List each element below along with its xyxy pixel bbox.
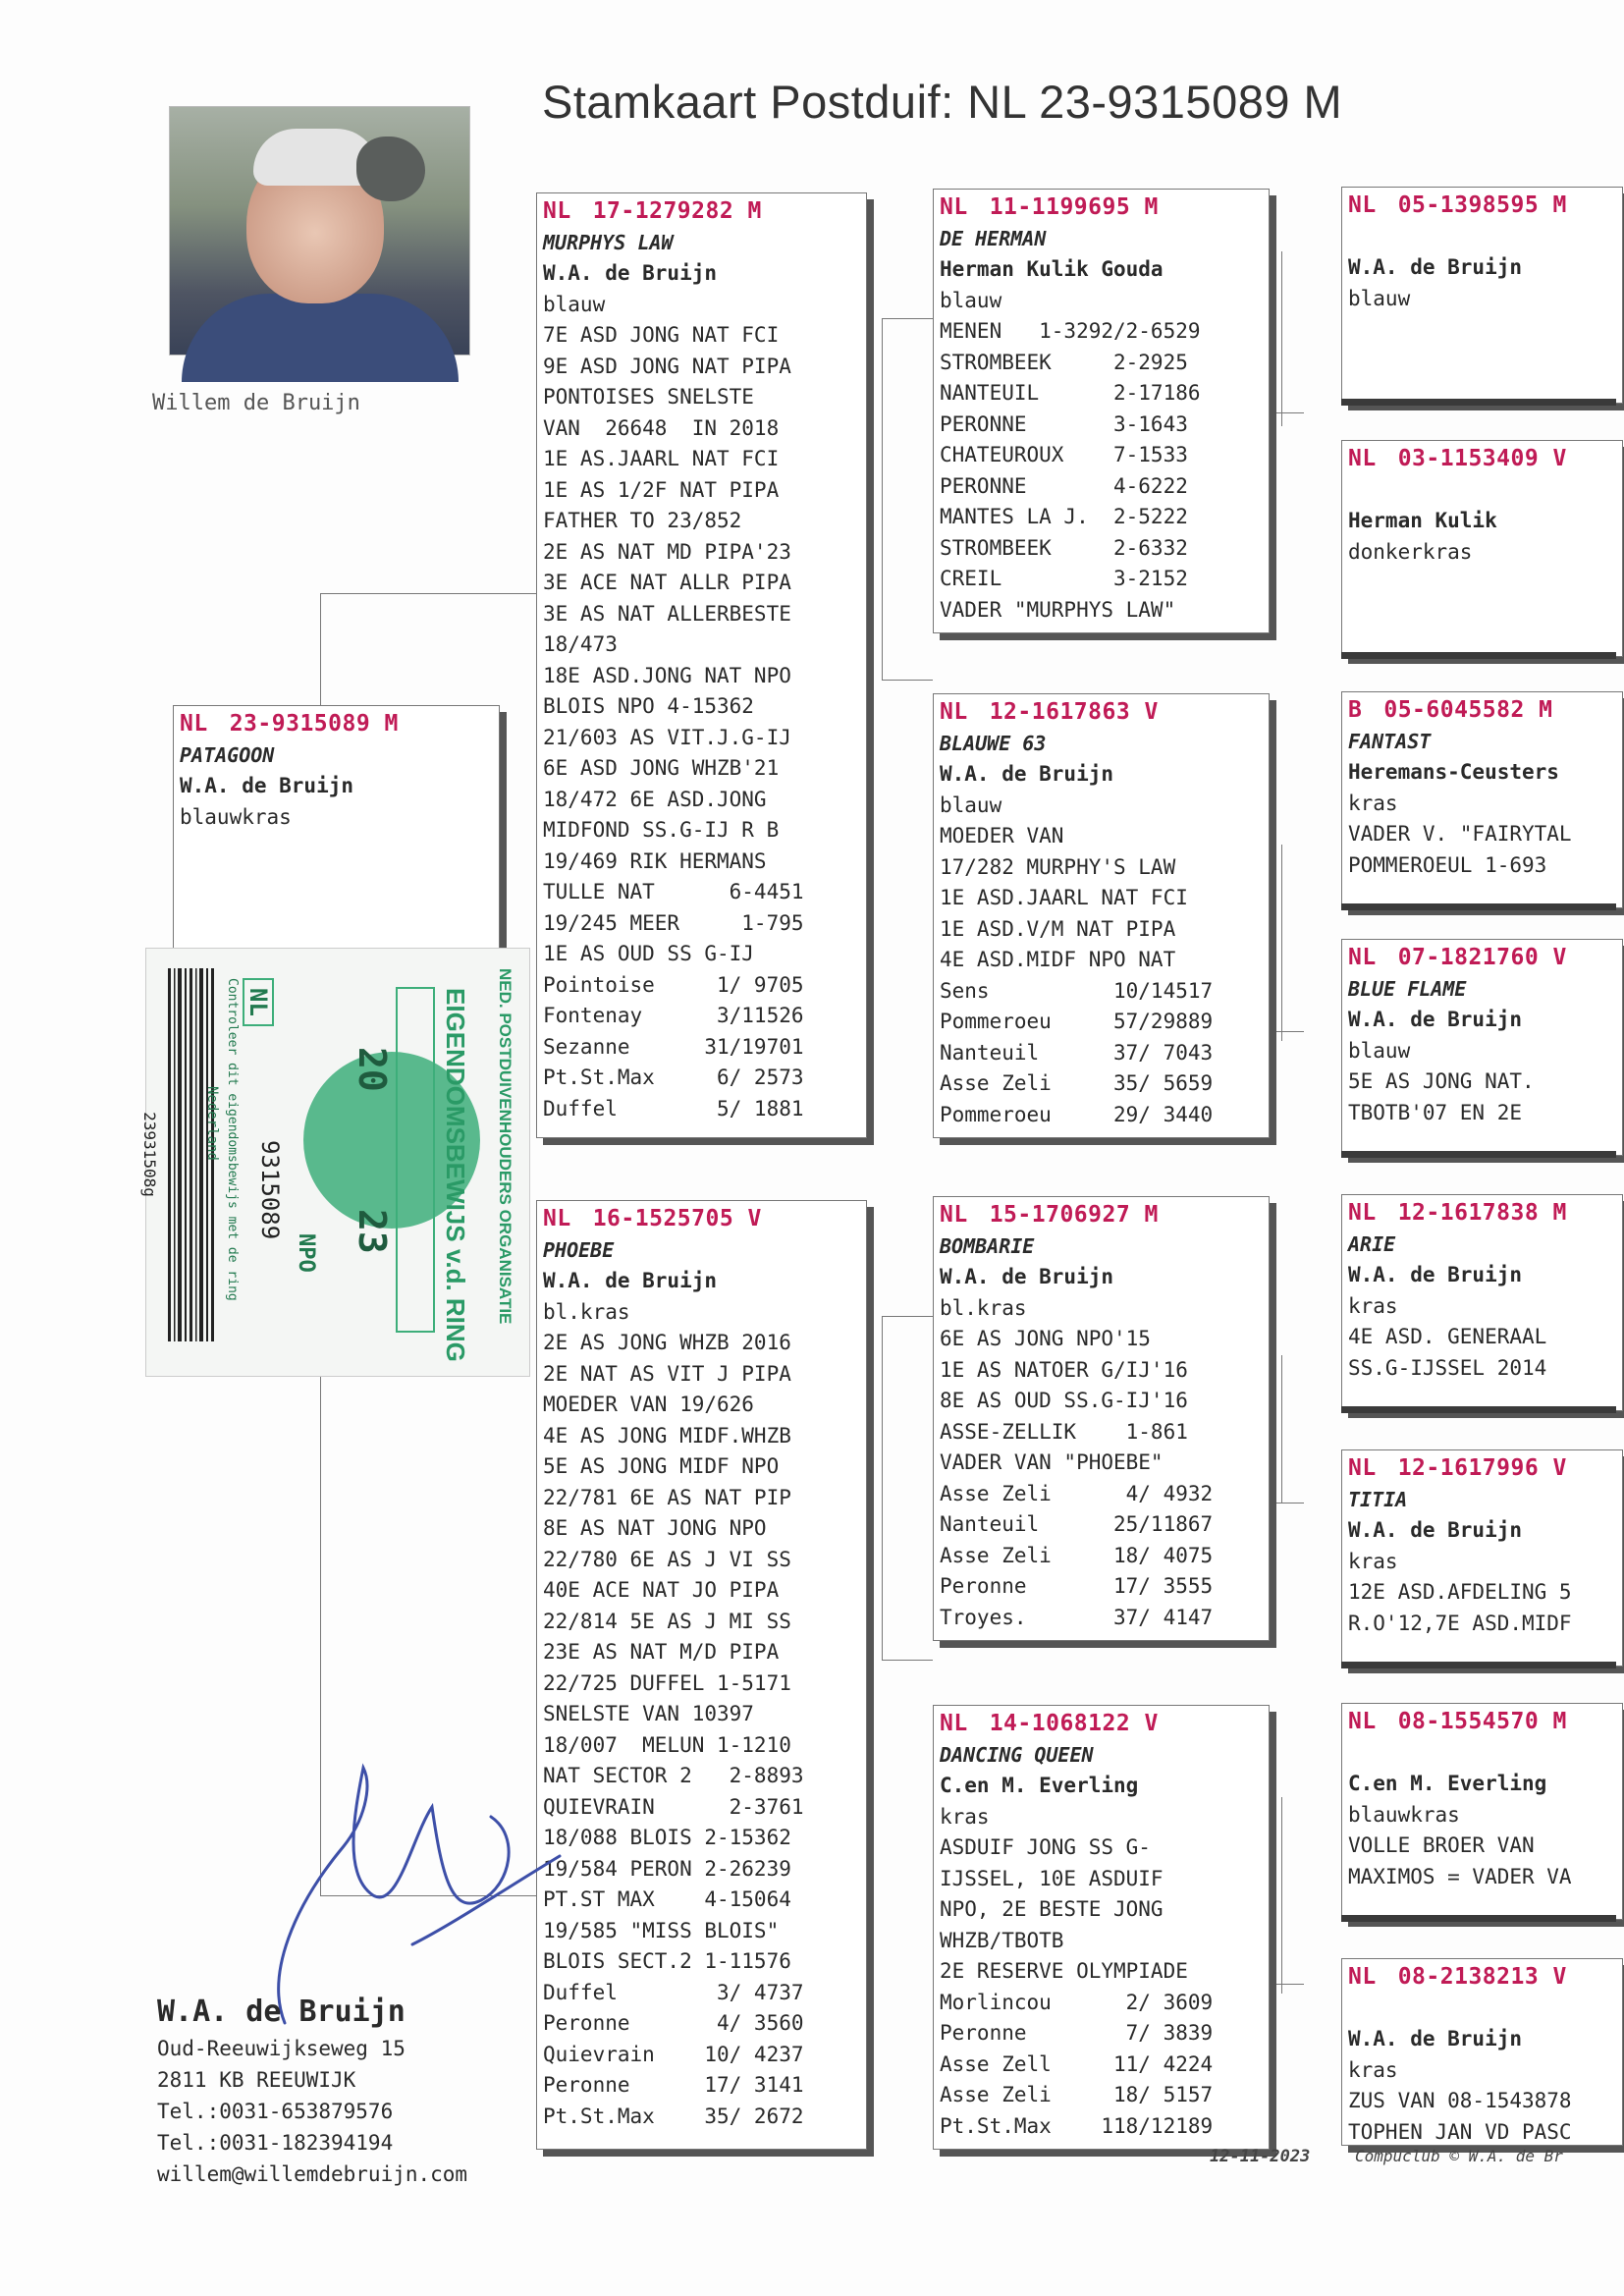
pigeon-name: PHOEBE — [543, 1237, 615, 1262]
ggp-mff-card — [1341, 1194, 1623, 1411]
ggp-mfm-card — [1341, 1449, 1623, 1667]
breeder-name: W.A. de Bruijn — [180, 774, 354, 797]
ggp-fmm-card — [1341, 939, 1623, 1156]
breeder-name: Heremans-Ceusters — [1348, 760, 1559, 784]
performance-line: 18E ASD.JONG NAT NPO — [543, 663, 791, 687]
color: bl.kras — [940, 1295, 1027, 1320]
box-bottom-bar — [1341, 1915, 1616, 1922]
performance-line: 18/473 — [543, 632, 618, 656]
performance-line: CHATEUROUX 7-1533 — [940, 443, 1188, 466]
performance-line: TULLE NAT 6-4451 — [543, 880, 804, 903]
performance-line: 2E AS JONG WHZB 2016 — [543, 1331, 791, 1354]
connector-line — [320, 593, 321, 709]
connector-line — [1267, 412, 1304, 413]
owner-email: willem@willemdebruijn.com — [157, 2162, 468, 2186]
country-code: NL — [1348, 446, 1377, 471]
performance-line: Duffel 3/ 4737 — [543, 1980, 804, 2004]
color: kras — [940, 1804, 990, 1829]
country-code: NL — [180, 711, 208, 737]
ring-number: 08-1554570 M — [1397, 1709, 1567, 1734]
performance-line: BLOIS SECT.2 1-11576 — [543, 1949, 791, 1973]
page-title: Stamkaart Postduif: NL 23-9315089 M — [542, 76, 1343, 128]
owner-photo — [169, 106, 470, 355]
performance-line: Peronne 7/ 3839 — [940, 2021, 1214, 2045]
country-code: B — [1348, 697, 1363, 723]
performance-line: TOPHEN JAN VD PASC — [1348, 2119, 1572, 2144]
performance-line: 22/814 5E AS J MI SS — [543, 1609, 791, 1633]
breeder-name: W.A. de Bruijn — [543, 1269, 718, 1292]
ring-card-number: 9315089 — [256, 1140, 284, 1240]
owner-phone-2: Tel.:0031-182394194 — [157, 2131, 394, 2155]
country-code: NL — [1348, 1709, 1377, 1734]
performance-line: 1E AS 1/2F NAT PIPA — [543, 477, 780, 502]
side-text-nederland: Nederland — [204, 1086, 220, 1161]
performance-line: QUIEVRAIN 2-3761 — [543, 1794, 804, 1819]
color: blauw — [543, 292, 606, 316]
performance-line: SS.G-IJSSEL 2014 — [1348, 1355, 1547, 1380]
performance-line: Asse Zeli 18/ 4075 — [940, 1543, 1214, 1567]
performance-line: 21/603 AS VIT.J.G-IJ — [543, 725, 791, 749]
box-bottom-bar — [1341, 1662, 1616, 1668]
performance-line: 18/007 MELUN 1-1210 — [543, 1732, 791, 1757]
country-code: NL — [940, 1202, 968, 1228]
color: bl.kras — [543, 1299, 630, 1324]
performance-line: Asse Zeli 35/ 5659 — [940, 1071, 1214, 1095]
connector-line — [1267, 1031, 1304, 1032]
performance-line: Morlincou 2/ 3609 — [940, 1990, 1214, 2014]
performance-line: PERONNE 4-6222 — [940, 473, 1188, 498]
ggp-mmm-card — [1341, 1958, 1623, 2146]
ring-card-title: EIGENDOMSBEWIJS v.d. RING — [441, 988, 470, 1362]
performance-line: IJSSEL, 10E ASDUIF — [940, 1866, 1164, 1890]
performance-line: Peronne 17/ 3141 — [543, 2073, 804, 2097]
ggp-fff-card — [1341, 187, 1623, 404]
color: kras — [1348, 1293, 1398, 1318]
connector-line — [1281, 251, 1282, 426]
connector-line — [882, 318, 883, 680]
color: blauw — [940, 793, 1002, 817]
performance-line: MENEN 1-3292/2-6529 — [940, 319, 1201, 343]
color: blauw — [940, 288, 1002, 312]
performance-line: Sens 10/14517 — [940, 978, 1214, 1003]
ring-number: 11-1199695 M — [989, 194, 1159, 220]
performance-line: 2E NAT AS VIT J PIPA — [543, 1361, 791, 1386]
performance-line: ZUS VAN 08-1543878 — [1348, 2089, 1572, 2112]
performance-line: Pt.St.Max 118/12189 — [940, 2113, 1214, 2138]
maternal-grandmother-card — [933, 1705, 1270, 2150]
performance-line: 6E AS JONG NPO'15 — [940, 1327, 1151, 1350]
performance-line: STROMBEEK 2-2925 — [940, 350, 1188, 374]
ggp-mmf-card — [1341, 1703, 1623, 1920]
owner-contact-block — [157, 1992, 467, 2190]
performance-line: BLOIS NPO 4-15362 — [543, 694, 754, 718]
pigeon-name: TITIA — [1348, 1487, 1408, 1511]
ring-number: 12-1617996 V — [1397, 1455, 1567, 1481]
performance-line: 2E RESERVE OLYMPIADE — [940, 1959, 1188, 1983]
performance-line: MANTES LA J. 2-5222 — [940, 505, 1188, 528]
performance-line: Pt.St.Max 6/ 2573 — [543, 1066, 804, 1089]
performance-line: Nanteuil 37/ 7043 — [940, 1040, 1214, 1065]
breeder-name: W.A. de Bruijn — [1348, 1008, 1523, 1031]
breeder-name: W.A. de Bruijn — [940, 762, 1114, 786]
ring-number: 23-9315089 M — [229, 711, 399, 737]
performance-line: 6E ASD JONG WHZB'21 — [543, 756, 780, 780]
performance-line: MAXIMOS = VADER VA — [1348, 1864, 1572, 1888]
color: kras — [1348, 791, 1398, 815]
performance-line: 1E AS.JAARL NAT FCI — [543, 447, 780, 470]
performance-line: Fontenay 3/11526 — [543, 1004, 804, 1027]
performance-line: 1E ASD.V/M NAT PIPA — [940, 916, 1176, 941]
connector-line — [1281, 845, 1282, 1041]
performance-line: POMMEROEUL 1-693 — [1348, 852, 1547, 877]
performance-line: PT.ST MAX 4-15064 — [543, 1887, 791, 1911]
breeder-name: W.A. de Bruijn — [1348, 255, 1523, 279]
pigeon-name: DANCING QUEEN — [940, 1742, 1094, 1767]
breeder-name: Herman Kulik — [1348, 509, 1497, 532]
country-code: NL — [940, 699, 968, 725]
ring-ownership-card — [139, 948, 530, 1377]
connector-line — [1281, 1797, 1282, 1994]
pigeon-name: FANTAST — [1348, 729, 1432, 753]
performance-line: Nanteuil 25/11867 — [940, 1512, 1214, 1536]
performance-line: MOEDER VAN 19/626 — [543, 1393, 754, 1416]
software-credit: Compuclub © W.A. de Br — [1355, 2147, 1563, 2165]
performance-line: MIDFOND SS.G-IJ R B — [543, 818, 780, 842]
performance-line: WHZB/TBOTB — [940, 1928, 1064, 1952]
paternal-grandmother-card — [933, 693, 1270, 1138]
performance-line: 22/780 6E AS J VI SS — [543, 1547, 791, 1571]
color: blauwkras — [1348, 1802, 1460, 1827]
color: blauw — [1348, 286, 1411, 310]
performance-line: PONTOISES SNELSTE — [543, 385, 754, 409]
barcode-number: 23931508g — [139, 1112, 159, 1197]
performance-line: STROMBEEK 2-6332 — [940, 535, 1188, 560]
breeder-name: Herman Kulik Gouda — [940, 257, 1164, 281]
mother-card — [536, 1200, 867, 2150]
performance-line: 18/472 6E ASD.JONG — [543, 787, 767, 811]
performance-line: 17/282 MURPHY'S LAW — [940, 854, 1176, 879]
photo-caption: Willem de Bruijn — [152, 391, 360, 415]
performance-line: TBOTB'07 EN 2E — [1348, 1100, 1523, 1124]
performance-line: Pointoise 1/ 9705 — [543, 972, 804, 997]
ring-number: 03-1153409 V — [1397, 446, 1567, 471]
connector-line — [882, 1660, 933, 1661]
connector-line — [1281, 1355, 1282, 1503]
performance-line: 5E AS JONG MIDF NPO — [543, 1454, 780, 1478]
performance-line: 5E AS JONG NAT. — [1348, 1069, 1535, 1093]
performance-line: 8E AS OUD SS.G-IJ'16 — [940, 1389, 1188, 1412]
performance-line: 19/469 RIK HERMANS — [543, 848, 767, 873]
performance-line: 4E ASD.MIDF NPO NAT — [940, 948, 1176, 971]
country-code: NL — [543, 198, 571, 224]
ring-card-org: NED. POSTDUIVENHOUDERS ORGANISATIE — [496, 968, 514, 1325]
box-bottom-bar — [1341, 652, 1616, 659]
performance-line: 8E AS NAT JONG NPO — [543, 1516, 767, 1540]
owner-phone-1: Tel.:0031-653879576 — [157, 2100, 394, 2123]
subject-pigeon-card — [173, 705, 500, 983]
performance-line: PERONNE 3-1643 — [940, 411, 1188, 436]
performance-line: 12E ASD.AFDELING 5 — [1348, 1580, 1572, 1604]
performance-line: 1E ASD.JAARL NAT FCI — [940, 886, 1188, 909]
performance-line: NAT SECTOR 2 2-8893 — [543, 1764, 804, 1787]
ring-number: 12-1617838 M — [1397, 1200, 1567, 1226]
ring-number: 05-1398595 M — [1397, 192, 1567, 218]
pigeon-name: PATAGOON — [180, 742, 275, 767]
performance-line: 4E AS JONG MIDF.WHZB — [543, 1423, 791, 1448]
pigeon-name: ARIE — [1348, 1231, 1396, 1256]
performance-line: 18/088 BLOIS 2-15362 — [543, 1826, 791, 1849]
pigeon-name: DE HERMAN — [940, 226, 1047, 250]
country-code: NL — [940, 194, 968, 220]
color: blauw — [1348, 1038, 1411, 1063]
performance-line: Asse Zeli 18/ 5157 — [940, 2083, 1214, 2106]
performance-line: Troyes. 37/ 4147 — [940, 1605, 1214, 1629]
ggp-fmf-card — [1341, 691, 1623, 908]
performance-line: FATHER TO 23/852 — [543, 509, 742, 532]
connector-line — [882, 680, 933, 681]
performance-line: VADER "MURPHYS LAW" — [940, 597, 1176, 622]
performance-line: 22/781 6E AS NAT PIP — [543, 1485, 791, 1509]
box-bottom-bar — [1341, 1406, 1616, 1413]
father-card — [536, 192, 867, 1138]
connector-line — [1267, 1984, 1304, 1985]
performance-line: 19/584 PERON 2-26239 — [543, 1856, 791, 1881]
side-text-controleer: Controleer dit eigendomsbewijs met de ring — [225, 978, 240, 1301]
performance-line: NPO, 2E BESTE JONG — [940, 1897, 1164, 1921]
performance-line: Peronne 17/ 3555 — [940, 1574, 1214, 1598]
performance-line: Pommeroeu 57/29889 — [940, 1010, 1214, 1033]
performance-line: 3E ACE NAT ALLR PIPA — [543, 571, 791, 594]
color: kras — [1348, 2057, 1398, 2082]
color: blauwkras — [180, 804, 292, 829]
performance-line: R.O'12,7E ASD.MIDF — [1348, 1611, 1572, 1635]
owner-name: W.A. de Bruijn — [157, 1995, 406, 2029]
performance-line: 19/585 "MISS BLOIS" — [543, 1918, 780, 1942]
ring-number: 16-1525705 V — [592, 1206, 762, 1231]
print-date: 12-11-2023 — [1210, 2147, 1311, 2166]
ring-card-graphic — [146, 949, 529, 1376]
performance-line: 1E AS OUD SS G-IJ — [543, 942, 754, 965]
year-right: 23 — [351, 1209, 394, 1254]
pigeon-name: BLAUWE 63 — [940, 731, 1047, 755]
performance-line: 4E ASD. GENERAAL — [1348, 1325, 1547, 1348]
pigeon-name: BOMBARIE — [940, 1233, 1035, 1258]
country-box: NL — [243, 978, 274, 1026]
country-code: NL — [543, 1206, 571, 1231]
performance-line: Quievrain 10/ 4237 — [543, 2042, 804, 2066]
performance-line: 1E AS NATOER G/IJ'16 — [940, 1357, 1188, 1382]
npo-logo-text: NPO — [294, 1233, 318, 1273]
pigeon-name: BLUE FLAME — [1348, 976, 1467, 1001]
color: donkerkras — [1348, 539, 1473, 564]
ring-number: 12-1617863 V — [989, 699, 1159, 725]
breeder-name: W.A. de Bruijn — [1348, 2027, 1523, 2050]
performance-line: 3E AS NAT ALLERBESTE — [543, 601, 791, 626]
performance-lines — [543, 320, 861, 1124]
breeder-name: W.A. de Bruijn — [940, 1265, 1114, 1288]
country-code: NL — [1348, 945, 1377, 970]
year-left: 20 — [351, 1047, 394, 1092]
performance-line: SNELSTE VAN 10397 — [543, 1702, 754, 1725]
box-bottom-bar — [1341, 903, 1616, 910]
ring-number: 08-2138213 V — [1397, 1964, 1567, 1990]
ring-number: 17-1279282 M — [592, 198, 762, 224]
performance-lines — [543, 1328, 861, 2132]
maternal-grandfather-card — [933, 1196, 1270, 1641]
performance-line: VADER V. "FAIRYTAL — [1348, 822, 1572, 846]
breeder-name: W.A. de Bruijn — [1348, 1263, 1523, 1286]
country-code: NL — [1348, 192, 1377, 218]
performance-line: 23E AS NAT M/D PIPA — [543, 1640, 780, 1664]
connector-line — [882, 1316, 933, 1317]
performance-line: Asse Zell 11/ 4224 — [940, 2051, 1214, 2076]
pigeon-name: MURPHYS LAW — [543, 230, 674, 254]
breeder-name: C.en M. Everling — [940, 1774, 1139, 1797]
performance-line: Pommeroeu 29/ 3440 — [940, 1102, 1214, 1126]
performance-line: VADER VAN "PHOEBE" — [940, 1450, 1164, 1474]
performance-line: Duffel 5/ 1881 — [543, 1096, 804, 1121]
connector-line — [882, 318, 933, 319]
performance-line: VAN 26648 IN 2018 — [543, 415, 780, 440]
connector-line — [882, 1316, 883, 1660]
performance-line: 7E ASD JONG NAT FCI — [543, 323, 780, 347]
country-code: NL — [940, 1711, 968, 1736]
breeder-name: W.A. de Bruijn — [543, 261, 718, 285]
performance-line: ASSE-ZELLIK 1-861 — [940, 1419, 1188, 1444]
performance-line: Pt.St.Max 35/ 2672 — [543, 2104, 804, 2128]
breeder-name: W.A. de Bruijn — [1348, 1518, 1523, 1542]
performance-line: MOEDER VAN — [940, 824, 1064, 847]
ring-number: 05-6045582 M — [1383, 697, 1553, 723]
performance-line: 40E ACE NAT JO PIPA — [543, 1578, 780, 1602]
performance-line: CREIL 3-2152 — [940, 567, 1188, 590]
ggp-ffm-card — [1341, 440, 1623, 657]
ring-number: 15-1706927 M — [989, 1202, 1159, 1228]
performance-line: 19/245 MEER 1-795 — [543, 910, 804, 935]
performance-line: VOLLE BROER VAN — [1348, 1833, 1535, 1857]
box-bottom-bar — [1341, 1151, 1616, 1158]
performance-line: Peronne 4/ 3560 — [543, 2011, 804, 2035]
box-bottom-bar — [1341, 399, 1616, 406]
performance-line: ASDUIF JONG SS G- — [940, 1835, 1151, 1859]
performance-line: 2E AS NAT MD PIPA'23 — [543, 539, 791, 564]
owner-address: Oud-Reeuwijkseweg 15 — [157, 2037, 406, 2060]
performance-line: 22/725 DUFFEL 1-5171 — [543, 1670, 791, 1695]
country-code: NL — [1348, 1964, 1377, 1990]
performance-line: Asse Zeli 4/ 4932 — [940, 1481, 1214, 1505]
paternal-grandfather-card — [933, 189, 1270, 633]
ring-number: 14-1068122 V — [989, 1711, 1159, 1736]
country-code: NL — [1348, 1455, 1377, 1481]
performance-line: NANTEUIL 2-17186 — [940, 381, 1201, 405]
performance-line: 9E ASD JONG NAT PIPA — [543, 354, 791, 378]
color: kras — [1348, 1549, 1398, 1573]
country-code: NL — [1348, 1200, 1377, 1226]
connector-line — [320, 593, 536, 594]
owner-city: 2811 KB REEUWIJK — [157, 2068, 356, 2092]
breeder-name: C.en M. Everling — [1348, 1772, 1547, 1795]
ring-number: 07-1821760 V — [1397, 945, 1567, 970]
performance-line: Sezanne 31/19701 — [543, 1034, 804, 1059]
